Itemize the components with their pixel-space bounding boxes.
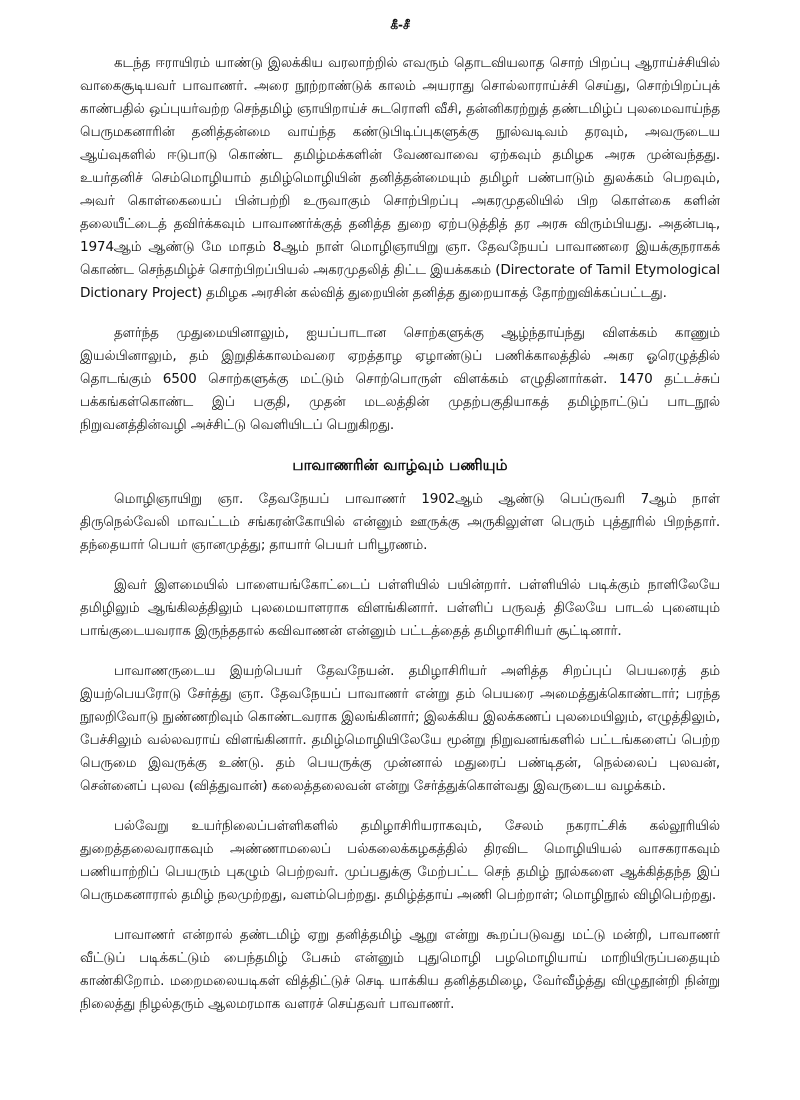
- paragraph-career: பல்வேறு உயர்நிலைப்பள்ளிகளில் தமிழாசிரியராகவும், சேலம் நகராட்சிக் கல்லூரியில் துறைத்தலைவராகவும் அண்ணாமலைப் பல்கலைக்கழகத்தில் திரவிட மொழியியல் வாசகராகவும் பணியாற்றிப் பெயரும் புகழும் பெற்றவர். முப்பதுக்கு மேற்பட்ட செந் தமிழ் நூல்களை ஆக்கித்தந்த இப் பெருமகனாரால் தமிழ் நலமுற்றது, வளம்பெற்றது. தமிழ்த்தாய் அணி பெற்றாள்; மொழிநூல் விழிபெற்றது.: [80, 818, 720, 903]
- paragraph-dictionary-work: தளர்ந்த முதுமையினாலும், ஐயப்பாடான சொற்களுக்கு ஆழ்ந்தாய்ந்து விளக்கம் காணும் இயல்பினாலும், தம் இறுதிக்காலம்வரை ஏறத்தாழ ஏழாண்டுப் பணிக்காலத்தில் அகர ஓரெழுத்தில் தொடங்கும் 6500 சொற்களுக்கு மட்டும் சொற்பொருள் விளக்கம் எழுதினார்கள். 1470 தட்டச்சுப் பக்கங்கள்கொண்ட இப் பகுதி, முதன் மடலத்தின் முதற்பகுதியாகத் தமிழ்நாட்டுப் பாடநூல் நிறுவனத்தின்வழி அச்சிட்டு வெளியிடப் பெறுகிறது.: [80, 325, 720, 433]
- section-heading: பாவாணரின் வாழ்வும் பணியும்: [292, 456, 508, 474]
- paragraph-education: இவர் இளமையில் பாளையங்கோட்டைப் பள்ளியில் பயின்றார். பள்ளியில் படிக்கும் நாளிலேயே தமிழிலும் ஆங்கிலத்திலும் புலமையாளராக விளங்கினார். பள்ளிப் பருவத் திலேயே பாடல் புனையும் பாங்குடையவராக இருந்ததால் கவிவாணன் என்னும் பட்டத்தைத் தமிழாசிரியர் சூட்டினார்.: [80, 577, 720, 639]
- paragraph-directorate-history: கடந்த ஈராயிரம் யாண்டு இலக்கிய வரலாற்றில் எவரும் தொடவியலாத சொற் பிறப்பு ஆராய்ச்சியில் வாகைசூடியவர் பாவாணர். அரை நூற்றாண்டுக் காலம் அயராது சொல்லாராய்ச்சி செய்து, சொற்பிறப்புக் காண்பதில் ஒப்புயர்வற்ற செந்தமிழ் ஞாயிறாய்ச் சுடரொளி வீசி, தன்னிகரற்றுத் தண்டமிழ்ப் புலமைவாய்ந்த பெருமகனாரின் தனித்தன்மை வாய்ந்த கண்டுபிடிப்புகளுக்கு நூல்வடிவம் தரவும், அவருடைய ஆய்வுகளில் ஈடுபாடு கொண்ட தமிழ்மக்களின் வேணவாவை ஏற்கவும் தமிழக அரசு முன்வந்தது. உயர்தனிச் செம்மொழியாம் தமிழ்மொழியின் தனித்தன்மையும் தமிழர் பண்பாடும் துலக்கம் பெறவும், அவர் கொள்கையைப் பின்பற்றி உருவாகும் சொற்பிறப்பு அகரமுதலியில் பிற கொள்கை களின் தலையீட்டைத் தவிர்க்கவும் பாவாணர்க்குத் தனித்த துறை ஏற்படுத்தித் தர அரசு விரும்பியது. அதன்படி, 1974ஆம் ஆண்டு மே மாதம் 8ஆம் நாள் மொழிஞாயிறு ஞா. தேவநேயப் பாவாணரை இயக்குநராகக் கொண்ட செந்தமிழ்ச் சொற்பிறப்பியல் அகரமுதலித் திட்ட இயக்ககம் (Directorate of Tamil Etymological Dictionary Project) தமிழக அரசின் கல்வித் துறையின் தனித்த துறையாகத் தோற்றுவிக்கப்பட்டது.: [80, 55, 720, 301]
- document-body: [80, 52, 720, 1033]
- paragraph-birth: மொழிஞாயிறு ஞா. தேவநேயப் பாவாணர் 1902ஆம் ஆண்டு பெப்ருவரி 7ஆம் நாள் திருநெல்வேலி மாவட்டம் சங்கரன்கோயில் என்னும் ஊருக்கு அருகிலுள்ள பெரும் புத்தூரில் பிறந்தார். தந்தையார் பெயர் ஞானமுத்து; தாயார் பெயர் பரிபூரணம்.: [80, 491, 720, 553]
- paragraph-legacy: பாவாணர் என்றால் தண்டமிழ் ஏறு தனித்தமிழ் ஆறு என்று கூறப்படுவது மட்டு மன்றி, பாவாணர் வீட்டுப் படிக்கட்டும் பைந்தமிழ் பேசும் என்னும் புதுமொழி பழமொழியாய் மாறியிருப்பதையும் காண்கிறோம். மறைமலையடிகள் வித்திட்டுச் செடி யாக்கிய தனித்தமிழை, வேர்வீழ்த்து விழுதூன்றி நின்று நிலைத்து நிழல்தரும் ஆலமரமாக வளரச் செய்தவர் பாவாணர்.: [80, 927, 720, 1012]
- page-mark: கீ-சீ: [390, 18, 410, 32]
- paragraph-name-titles: பாவாணருடைய இயற்பெயர் தேவநேயன். தமிழாசிரியர் அளித்த சிறப்புப் பெயரைத் தம் இயற்பெயரோடு சேர்த்து ஞா. தேவநேயப் பாவாணர் என்று தம் பெயரை அமைத்துக்கொண்டார்; பரந்த நூலறிவோடு நுண்ணறிவும் கொண்டவராக இலங்கினார்; இலக்கிய இலக்கணப் புலமையிலும், எழுத்திலும், பேச்சிலும் வல்லவராய் விளங்கினார். தமிழ்மொழியிலேயே மூன்று நிறுவனங்களில் பட்டங்களைப் பெற்ற பெருமை இவருக்கு உண்டு. தம் பெயருக்கு முன்னால் மதுரைப் பண்டிதன், நெல்லைப் புலவன், சென்னைப் புலவ (வித்துவான்) கலைத்தலைவன் என்று சேர்த்துக்கொள்வது இவருடைய வழக்கம்.: [80, 663, 720, 794]
